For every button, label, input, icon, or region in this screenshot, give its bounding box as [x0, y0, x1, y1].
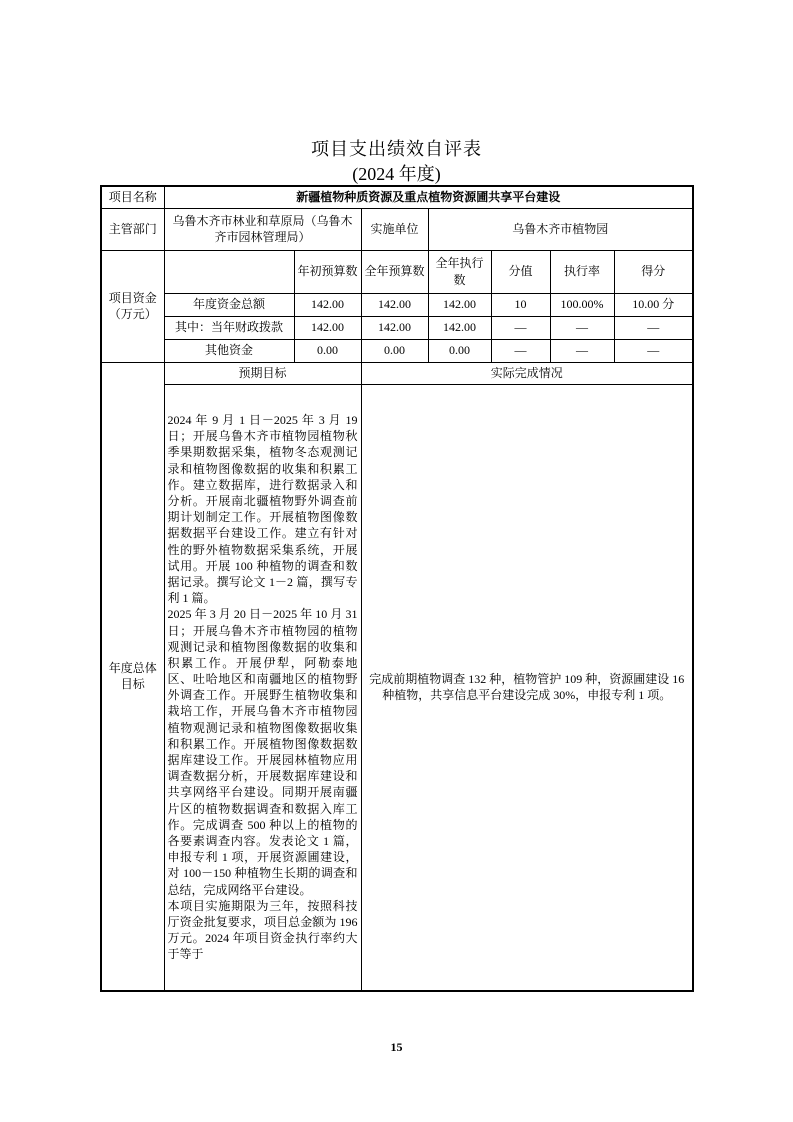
fiscal-allocation-label: 其中：当年财政拨款: [164, 316, 294, 339]
expected-goal-paragraph-2: 2025 年 3 月 20 日－2025 年 10 月 31 日；开展乌鲁木齐市植物园的植物观测记录和植物图像数据的收集和积累工作。开展伊犁，阿勒泰地区、吐哈地区和南疆地区的植物野外调查工作。开展野生植物收集和栽培工作，开展乌鲁木齐市植物园植物观测记录和植物图像数据收集和积累工作。开展植物图像数据数据库建设工作。开展园林植物应用调查数据分析，开展数据库建设和共享网络平台建设。同期开展南疆片区的植物数据调查和数据入库工作。完成调查 500 种以上的植物的各要素调查内容。发表论文 1 篇，申报专利 1 项，开展资源圃建设，对 100－150 种植物生长期的调查和总结，完成网络平台建设。: [167, 607, 358, 897]
row-goals-body: [101, 384, 693, 991]
expected-goal-text: [164, 384, 361, 991]
fiscal-allocation-rate: —: [550, 316, 614, 339]
row-department: [101, 208, 693, 250]
total-funds-budget: 142.00: [361, 293, 428, 316]
page-number: 15: [390, 1040, 403, 1054]
total-funds-label: 年度资金总额: [164, 293, 294, 316]
other-funds-label: 其他资金: [164, 339, 294, 362]
fiscal-allocation-weight: —: [491, 316, 550, 339]
actual-completion-header: 实际完成情况: [361, 362, 693, 384]
dept-label: 主管部门: [101, 208, 164, 250]
project-name-value: 新疆植物种质资源及重点植物资源圃共享平台建设: [164, 186, 693, 208]
total-funds-rate: 100.00%: [550, 293, 614, 316]
annual-goal-label: 年度总体目标: [101, 362, 164, 991]
other-funds-budget: 0.00: [361, 339, 428, 362]
funds-header-score-weight: 分值: [491, 250, 550, 293]
expected-goal-paragraph-1: 2024 年 9 月 1 日－2025 年 3 月 19 日；开展乌鲁木齐市植物园植物秋季果期数据采集，植物冬态观测记录和植物图像数据的收集和积累工作。建立数据库，进行数据录入和分析。开展南北疆植物野外调查前期计划制定工作。开展植物图像数据数据平台建设工作。建立有针对性的野外植物数据采集系统，开展试用。开展 100 种植物的调查和数据记录。撰写论文 1－2 篇，撰写专利 1 篇。: [167, 413, 358, 606]
other-funds-weight: —: [491, 339, 550, 362]
other-funds-executed: 0.00: [428, 339, 491, 362]
document-subtitle: (2024 年度): [352, 164, 441, 184]
fiscal-allocation-executed: 142.00: [428, 316, 491, 339]
total-funds-initial: 142.00: [294, 293, 361, 316]
total-funds-score: 10.00 分: [614, 293, 693, 316]
row-goals-header: [101, 362, 693, 384]
unit-label: 实施单位: [361, 208, 428, 250]
other-funds-score: —: [614, 339, 693, 362]
row-other-funds: [101, 339, 693, 362]
row-total-funds: [101, 293, 693, 316]
funds-label: 项目资金（万元）: [101, 250, 164, 362]
expected-goal-header: 预期目标: [164, 362, 361, 384]
row-fiscal-allocation: [101, 316, 693, 339]
self-evaluation-table: [100, 185, 694, 992]
fiscal-allocation-initial: 142.00: [294, 316, 361, 339]
total-funds-executed: 142.00: [428, 293, 491, 316]
row-funds-header: [101, 250, 693, 293]
document-title: 项目支出绩效自评表: [311, 139, 482, 159]
unit-value: 乌鲁木齐市植物园: [428, 208, 693, 250]
funds-header-annual-execution: 全年执行数: [428, 250, 491, 293]
funds-header-initial-budget: 年初预算数: [294, 250, 361, 293]
other-funds-rate: —: [550, 339, 614, 362]
funds-header-blank: [164, 250, 294, 293]
total-funds-weight: 10: [491, 293, 550, 316]
row-project-name: [101, 186, 693, 208]
project-name-label: 项目名称: [101, 186, 164, 208]
dept-value: 乌鲁木齐市林业和草原局（乌鲁木齐市园林管理局）: [164, 208, 361, 250]
fiscal-allocation-budget: 142.00: [361, 316, 428, 339]
other-funds-initial: 0.00: [294, 339, 361, 362]
expected-goal-paragraph-3: 本项目实施期限为三年，按照科技厅资金批复要求，项目总金额为 196 万元。2024 年项目资金执行率约大于等于: [167, 898, 358, 962]
funds-header-execution-rate: 执行率: [550, 250, 614, 293]
funds-header-score: 得分: [614, 250, 693, 293]
funds-header-annual-budget: 全年预算数: [361, 250, 428, 293]
fiscal-allocation-score: —: [614, 316, 693, 339]
actual-completion-text: 完成前期植物调查 132 种，植物管护 109 种，资源圃建设 16 种植物，共享信息平台建设完成 30%，申报专利 1 项。: [361, 384, 693, 991]
